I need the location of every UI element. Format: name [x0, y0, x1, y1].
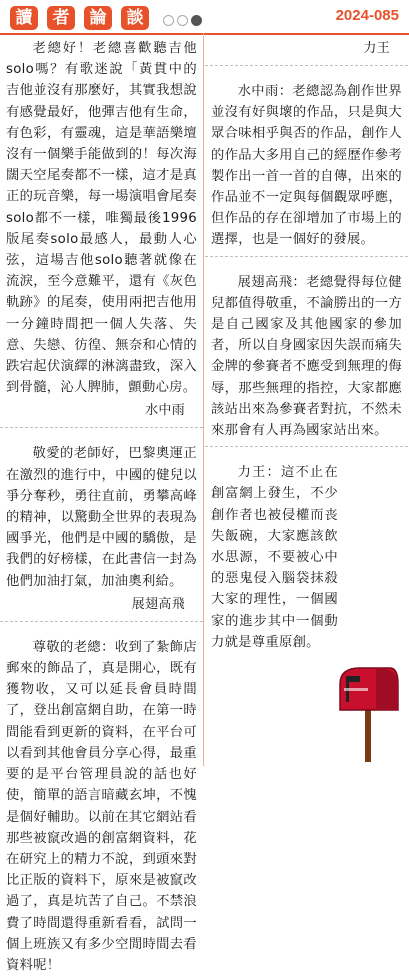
reply-body: 力王：這不止在創富網上發生，不少創作者也被侵權而丧失飯碗，大家應該飲水思源，不要被心中的惡鬼侵入腦袋抹殺大家的理性，一個國家的進步其中一個動力就是尊重原創。: [211, 465, 338, 650]
letter-separator: [0, 427, 203, 438]
title-badge-3: 論: [84, 6, 112, 30]
dot-active-icon[interactable]: [191, 15, 202, 26]
reply-body: 水中雨：老總認為創作世界並沒有好與壞的作品，只是與大眾合味相乎與否的作品，創作人的作品大多用自己的經歷作參考製作出一首一首的自傳，出來的作品並不一定與每個觀眾呼應，但作品的存在卻增加了市場上的選擇，也是一個好的發展。: [211, 84, 402, 248]
reply-1: [205, 81, 408, 251]
letter-signature: 水中雨: [145, 403, 185, 419]
mailbox-icon: [336, 662, 402, 762]
issue-number: 2024-085: [335, 7, 399, 24]
letter-body: 敬愛的老師好，巴黎奧運正在激烈的進行中，中國的健兒以爭分奪秒，勇往直前，勇攀高峰的精神，以驚動全世界的表現為國爭光，他們是中國的驕傲，是我們的好榜樣，在此書信一封為他們加油打氣，加油奧利給。: [6, 446, 197, 589]
right-column: [205, 33, 408, 766]
reply-2: [205, 272, 408, 442]
title-badge-1: 讀: [10, 6, 38, 30]
title-badge-4: 談: [121, 6, 149, 30]
letter-3: [0, 637, 203, 976]
carousel-dots[interactable]: [163, 11, 205, 30]
letter-separator: [205, 256, 408, 267]
letter-3-continued: [205, 38, 408, 60]
dot-icon[interactable]: [177, 15, 188, 26]
letter-1: [0, 38, 203, 422]
left-column: [0, 33, 203, 973]
header-bar: [0, 0, 409, 35]
letter-separator: [0, 621, 203, 632]
letter-body: 老總好！老總喜歡聽吉他solo嗎？有歌迷說「黃貫中的吉他並沒有那麼好，其實我想說有感覺最好，他彈吉他有生命，有色彩，有靈魂，這是華語樂壇沒有一個樂手能做到的！每次海闊天空尾奏都不一樣，這才是真正的玩音樂，每一場演唱會尾奏solo都不一樣，唯獨最後1996版尾奏solo最感人，最動人心弦，這場吉他solo聽著就像在流淚，至今意難平，還有《灰色軌跡》的尾奏，使用兩把吉他用一分鐘時間把一個人失落、失意、失戀、彷徨、無奈和心情的跌宕起伏演繹的淋漓盡致，深入到骨髓，沁人脾肺，顫動心房。: [6, 41, 197, 396]
letter-separator: [205, 65, 408, 76]
column-divider: [203, 33, 204, 766]
reply-3: [205, 462, 408, 653]
title-badge-2: 者: [47, 6, 75, 30]
dot-icon[interactable]: [163, 15, 174, 26]
reply-body: 展翅高飛：老總覺得每位健兒都值得敬重，不論勝出的一方是自己國家及其他國家的參加者，所以自身國家因失誤而痛失金牌的參賽者不應受到無理的侮辱，那些無理的指控，大家都應該站出來為參賽者對抗，不然未來那會有人再為國家站出來。: [211, 274, 402, 439]
letter-2: [0, 443, 203, 615]
letter-body: 尊敬的老總：收到了紮飾店郵來的飾品了，真是開心，既有獲物收，又可以延長會員時間了，登出創富網自助，在第一時間能看到更新的資料，在平台可以看到其他會員分享心得，最重要的是平台管理員說的話也好使，簡單的語言暗藏玄坤，不愧是個好輔助。以前在其它網站看那些被竄改過的創富網資料，花在研究上的精力不說，到頭來對比正版的資料下，原來是被竄改過了，真是坑苦了自己。不禁浪費了時間還得重新看看，試問一個上班族又有多少空閒時間去看資料呢！: [6, 639, 197, 973]
letter-signature: 力王: [363, 41, 390, 56]
letter-signature: 展翅高飛: [131, 596, 185, 612]
letter-separator: [205, 446, 408, 457]
